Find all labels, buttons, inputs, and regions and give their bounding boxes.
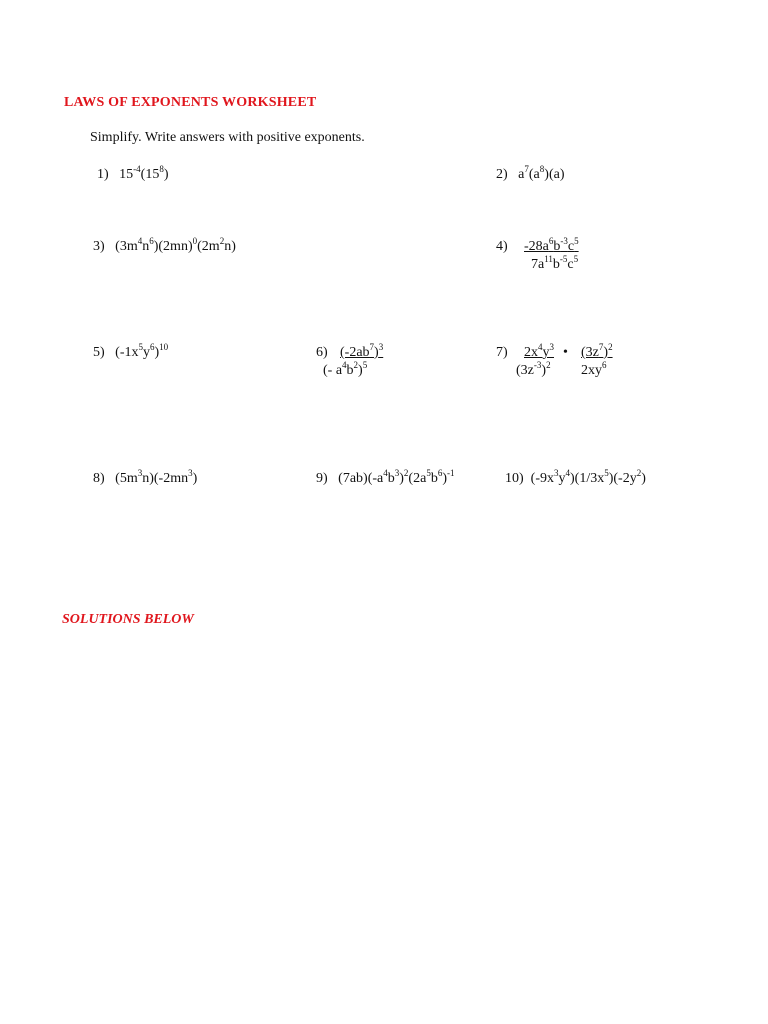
problem-6-numerator: $(-2ab^7)^3$ — [340, 342, 384, 360]
problem-7-fraction-1-numerator: $2x^4y^3$ — [524, 342, 554, 360]
problem-1: 1) $15^{-4}(15^8)$ — [97, 164, 169, 182]
problem-7-fraction-2-denominator: $2xy^6$ — [581, 360, 607, 378]
problem-number: 10) — [505, 471, 524, 486]
problem-10: 10) $(-9x^3y^4)(1/3x^5)(-2y^2)$ — [505, 468, 646, 486]
problem-6-number: 6) — [316, 345, 328, 360]
worksheet-title: LAWS OF EXPONENTS WORKSHEET — [64, 95, 317, 110]
problem-2: 2) $a^7(a^8)(a)$ — [496, 164, 565, 182]
problem-7-number: 7) — [496, 345, 508, 360]
problem-4-numerator: $-28a^6b^{-3}c^5$ — [524, 236, 579, 254]
problem-7-fraction-1-denominator: $(3z^{-3})^2$ — [516, 360, 551, 378]
multiplication-dot: • — [563, 345, 568, 360]
problem-number: 9) — [316, 471, 328, 486]
problem-3: 3) $(3m^4n^6)(2mn)^0(2m^2n)$ — [93, 236, 236, 254]
problem-8: 8) $(5m^3n)(-2mn^3)$ — [93, 468, 198, 486]
solutions-below-label: SOLUTIONS BELOW — [62, 612, 194, 627]
problem-9: 9) $(7ab)(-a^4b^3)^2(2a^5b^6)^{-1}$ — [316, 468, 455, 486]
problem-7-fraction-2-numerator: $(3z^7)^2$ — [581, 342, 613, 360]
problem-number: 8) — [93, 471, 105, 486]
problem-number: 2) — [496, 167, 508, 182]
problem-number: 3) — [93, 239, 105, 254]
problem-5: 5) $(-1x^5y^6)^{10}$ — [93, 342, 169, 360]
problem-number: 5) — [93, 345, 105, 360]
instructions: Simplify. Write answers with positive exponents. — [90, 130, 365, 145]
problem-4-number: 4) — [496, 239, 508, 254]
problem-4-denominator: $7a^{11}b^{-5}c^5$ — [531, 254, 579, 272]
problem-6-denominator: (- $a^4b^2)^5$ — [323, 360, 368, 378]
problem-number: 1) — [97, 167, 109, 182]
